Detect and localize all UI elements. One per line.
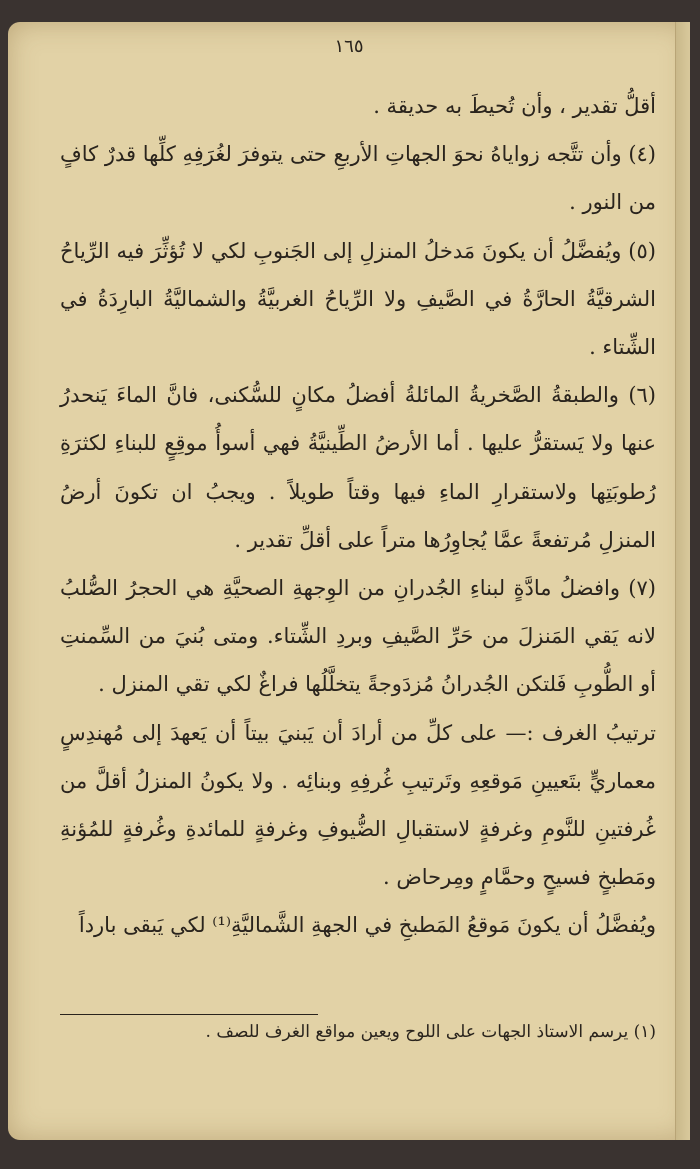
body-text [60,82,656,950]
footnote: (١) يرسم الاستاذ الجهات على اللوح ويعين مواقع الغرف للصف . [205,1022,656,1042]
book-page [8,22,690,1140]
paragraph-7: (٧) وافضلُ مادَّةٍ لبناءِ الجُدرانِ من الوِجهةِ الصحيَّةِ هي الحجرُ الصُّلبُ لانه يَقي المَنزلَ من حَرِّ الصَّيفِ وبردِ الشِّتاء. ومتى بُنيَ من السِّمنتِ أو الطُّوبِ فَلتكن الجُدرانُ مُزدَوجةً يتخلَّلُها فراغٌ لكي تقي المنزل . [60,576,656,697]
paragraph-4: (٤) وأن تتَّجه زواياهُ نحوَ الجهاتِ الأربعِ حتى يتوفرَ لغُرَفِهِ كلِّها قدرٌ كافٍ من النور . [60,142,656,215]
paragraph-intro: أقلُّ تقدير ، وأن تُحيطَ به حديقة . [373,94,656,118]
paragraph-6: (٦) والطبقةُ الصَّخريةُ المائلةُ أفضلُ مكانٍ للسُّكنى، فانَّ الماءَ يَنحدرُ عنها ولا يَستقرُّ عليها . أما الأرضُ الطِّينيَّةُ فهي أسوأُ موقِعٍ للبناءِ لكثرَةِ رُطوبَتِها ولاستقرارِ الماءِ فيها وقتاً طويلاً . ويجبُ ان تكونَ أرضُ المنزلِ مُرتفعةً عمَّا يُجاوِرُها متراً على أقلِّ تقدير . [60,383,656,552]
page-number: ١٦٥ [334,36,364,57]
paragraph-room-arrangement: ترتيبُ الغرف :— على كلِّ من أرادَ أن يَبنيَ بيتاً أن يَعهدَ إلى مُهندِسٍ معماريٍّ بتَعيينِ مَوقعِهِ وتَرتيبِ غُرفِهِ وبنائِه . ولا يكونُ المنزلُ أقلَّ من غُرفتينِ للنَّومِ وغرفةٍ لاستقبالِ الضُّيوفِ وغرفةٍ للمائدةِ وغُرفةٍ للمُؤنةِ ومَطبخٍ فسيحٍ وحمَّامٍ ومِرحاض . [60,720,656,890]
paragraph-5: (٥) ويُفضَّلُ أن يكونَ مَدخلُ المنزلِ إلى الجَنوبِ لكي لا تُؤثِّرَ فيه الرِّياحُ الشرقيَّةُ الحارَّةُ في الصَّيفِ ولا الرِّياحُ الغربيَّةُ والشماليَّةُ البارِدَةُ في الشِّتاء . [60,238,656,360]
paragraph-kitchen: ويُفضَّلُ أن يكونَ مَوقعُ المَطبخِ في الجهةِ الشَّماليَّةِ⁽¹⁾ لكي يَبقى بارداً [78,913,656,938]
footnote-divider [60,1014,318,1015]
page-spine [675,22,690,1140]
